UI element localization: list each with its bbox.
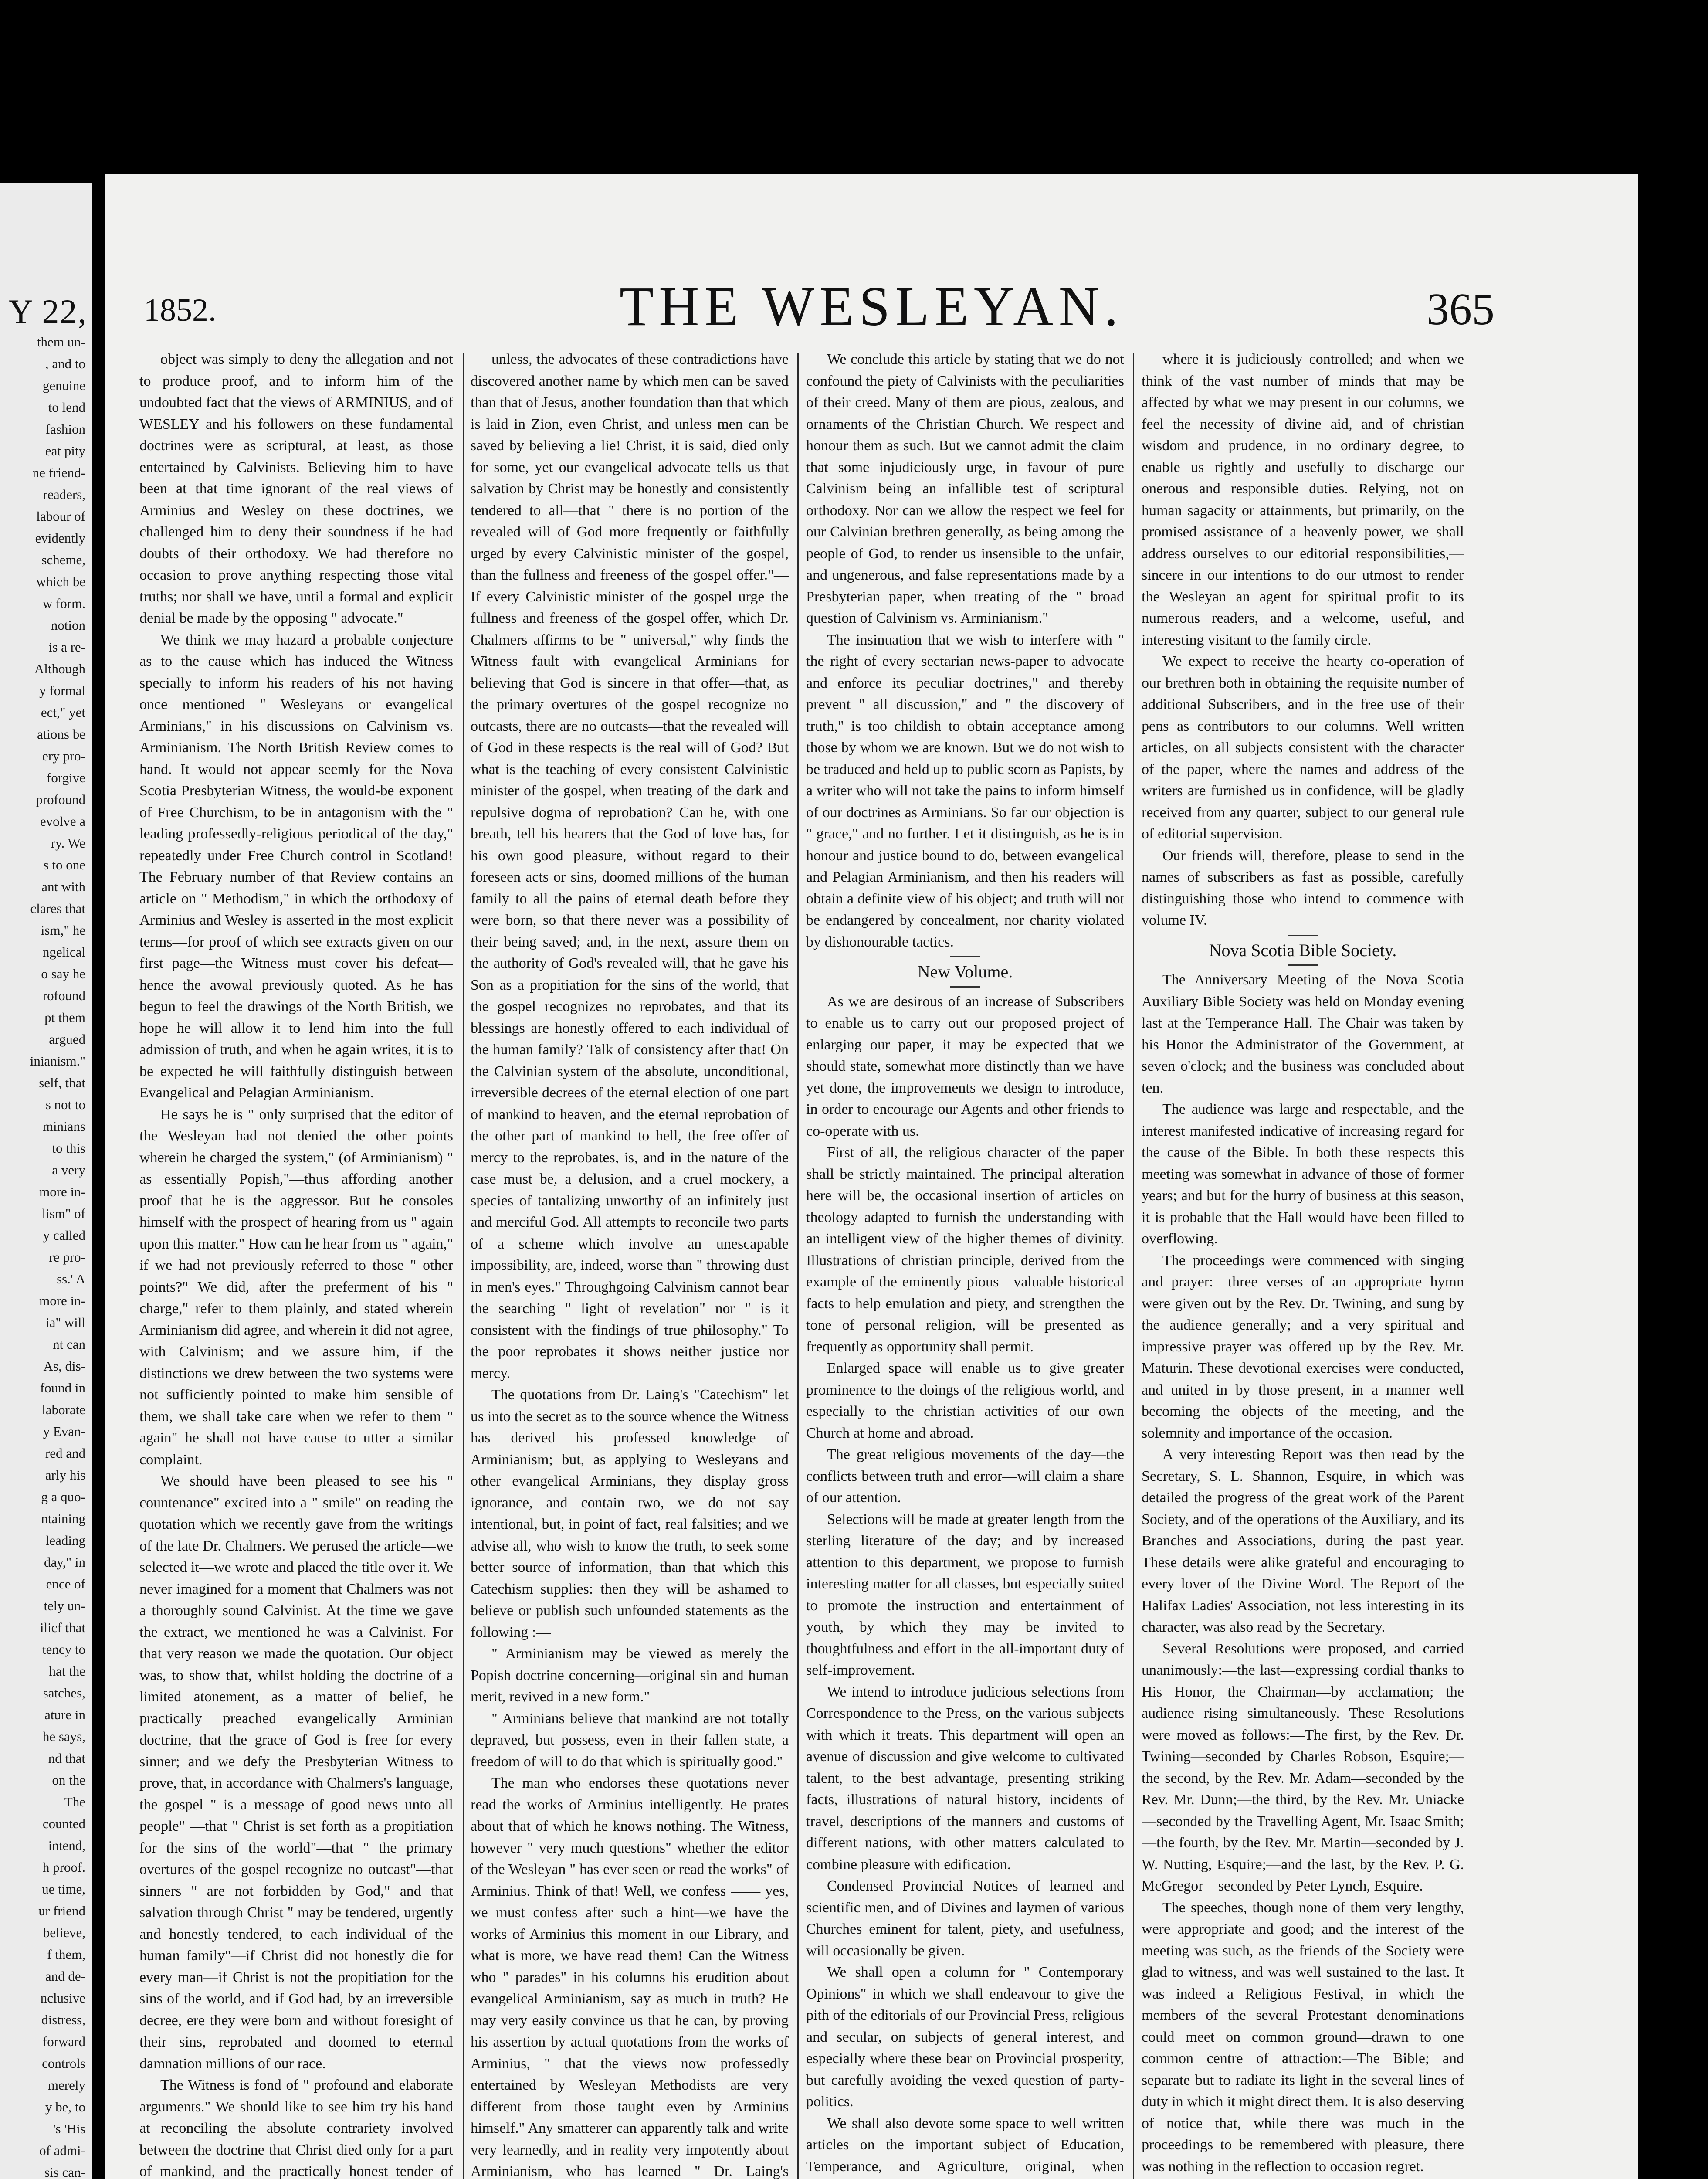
adjacent-page-text-fragment: ia" will — [45, 1315, 85, 1330]
adjacent-page-text-fragment: ue time, — [42, 1881, 85, 1897]
page-header — [105, 275, 1638, 336]
column-4 — [1142, 349, 1464, 2179]
adjacent-page-text-fragment: them un- — [37, 334, 85, 350]
adjacent-page-text-fragment: a very — [52, 1162, 85, 1178]
article-paragraph: The great religious movements of the day—the conflicts between truth and error—will claim a share of our attention. — [806, 1446, 1124, 1506]
article-paragraph: The quotations from Dr. Laing's "Catechism" let us into the secret as to the source whence the Witness has derived his professed knowledge of Arminianism; but, as applying to Wesleyans and other evangelical Arminians, they display gross ignorance, and contain two, we do not say intentional, but, in point of fact, real falsities; and we advise all, who wish to know the truth, to seek some better source of information, than that which this Catechism supplies: then they will be ashamed to believe or publish such unfounded statements as the following :— — [471, 1387, 789, 1640]
adjacent-page-text-fragment: s not to — [45, 1097, 85, 1112]
adjacent-page-text-fragment: of admi- — [39, 2143, 85, 2158]
adjacent-page-text-fragment: forgive — [47, 770, 85, 785]
adjacent-page-text-fragment: ntaining — [41, 1511, 85, 1526]
article-paragraph: The speeches, though none of them very lengthy, were appropriate and good; and the interest of the meeting was such, as the friends of the Society were glad to witness, and was well sustained to the last. It was indeed a Religious Festival, in which the members of the several Protestant denominations could meet on common ground—drawn to one common centre of attraction:—The Bible; and separate but to radiate its light in the several lines of duty in which it might direct them. It is also deserving of notice that, while there was much in the proceedings to be remembered with pleasure, there was nothing in the reflection to occasion regret. — [1142, 1899, 1464, 2175]
adjacent-page-text-fragment: genuine — [42, 378, 85, 393]
column-2 — [471, 349, 789, 2179]
article-paragraph: The Anniversary Meeting of the Nova Scotia Auxiliary Bible Society was held on Monday evening last at the Temperance Hall. The Chair was taken by his Honor the Administrator of the Government, at seven o'clock; and the business was concluded about ten. — [1142, 972, 1464, 1096]
column-rule — [463, 353, 464, 2179]
adjacent-page-text-fragment: laborate — [42, 1402, 85, 1417]
adjacent-page-text-fragment: g a quo- — [41, 1489, 85, 1504]
article-paragraph: The proceedings were commenced with singing and prayer:—three verses of an appropriate hymn were given out by the Rev. Dr. Twining, and sung by the audience generally; and a very spiritual and impressive prayer was offered up by the Rev. Mr. Maturin. These devotional exercises were conducted, and united in by those present, in a manner well becoming the objects of the meeting, and the solemnity and importance of the occasion. — [1142, 1252, 1464, 1441]
article-paragraph: We shall also devote some space to well written articles on the important subject of Education, Temperance, and Agriculture, original, when — [806, 2115, 1124, 2175]
column-3 — [806, 349, 1124, 2179]
adjacent-page-text-fragment: leading — [45, 1533, 85, 1548]
masthead-title: THE WESLEYAN. — [619, 275, 1124, 337]
article-paragraph: As we are desirous of an increase of Subscribers to enable us to carry out our proposed project of enlarging our paper, it may be expected that we should state, somewhat more distinctly than we have yet done, the improvements we design to introduce, in order to encourage our Agents and other friends to co-operate with us. — [806, 993, 1124, 1139]
article-paragraph: unless, the advocates of these contradictions have discovered another name by which men can be saved than that of Jesus, another foundation than that which is laid in Zion, even Christ, and unless men can be saved by believing a lie! Christ, it is said, died only for some, yet our evangelical advocate tells us that salvation by Christ may be honestly and consistently tendered to all—that " there is no portion of the revealed will of God more frequently or faithfully urged by every Calvinistic minister of the gospel, than the fullness and freeness of the gospel offer."— If every Calvinistic minister of the gospel urge the fullness and freeness of the gospel offer, which Dr. Chalmers affirms to be " universal," why finds the Witness fault with evangelical Arminians for believing that God is sincere in that offer—that, as the primary overtures of the gospel recognize no outcasts, there are no outcasts—that the revealed will of God in these respects is the real will of God? But what is the teaching of every consistent Calvinistic minister of the gospel, when treating of the dark and repulsive dogma of reprobation? Can he, with one breath, tell his hearers that the God of love has, for his own good pleasure, without regard to their foreseen acts or sins, doomed millions of the human family to all the pains of eternal death before they were born, so that there never was a possibility of their being saved; and, in the next, assure them on the authority of God's revealed will, that he gave his Son as a propitiation for the sins of the world, that the gospel recognizes no reprobates, and that its blessings are honestly offered to each individual of the human family? Talk of consistency after that! On the Calvinian system of the absolute, unconditional, irreversible decrees of the eternal election of one part of mankind to heaven, and the eternal reprobation of the other part of mankind to hell, the free offer of mercy to the reprobates, is, and in the nature of the case must be, a delusion, and a cruel mockery, a species of tantalizing unworthy of an infinitely just and merciful God. All attempts to reconcile two parts of a scheme which involve an unescapable impossibility, are, indeed, worse than " throwing dust in men's eyes." Throughgoing Calvinism cannot bear the searching " light of revelation" nor " is it consistent with the findings of true philosophy." To the poor reprobates it shows neither justice nor mercy. — [471, 351, 789, 1381]
adjacent-page-text-fragment: minians — [42, 1119, 85, 1134]
article-paragraph: The Witness is fond of " profound and elaborate arguments." We should like to see him try his hand at reconciling the absolute contrariety involved between the doctrine that Christ died only for a part of mankind, and the practically honest tender of — [139, 2077, 453, 2179]
adjacent-page-text-fragment: f them, — [47, 1947, 85, 1962]
adjacent-page-text-fragment: labour of — [36, 509, 85, 524]
article-paragraph: object was simply to deny the allegation and not to produce proof, and to inform him of the undoubted fact that the views of ARMINIUS, and of WESLEY and his followers on these fundamental doctrines were as scriptural, at least, as those entertained by Calvinists. Believing him to have been at that time ignorant of the real views of Arminius and Wesley on these doctrines, we challenged him to deny their soundness if he had doubts of their orthodoxy. We had therefore no occasion to prove anything respecting those vital truths; nor shall we have, until a formal and explicit denial be made by the opposing " advocate." — [139, 351, 453, 626]
adjacent-page-text-fragment: ss.' A — [57, 1271, 85, 1286]
article-paragraph: A very interesting Report was then read by the Secretary, S. L. Shannon, Esquire, in which was detailed the progress of the great work of the Parent Society, and of the operations of the Auxiliary, and its Branches and Associations, during the past year. These details were alike grateful and encouraging to every lover of the Divine Word. The Report of the Halifax Ladies' Association, not less interesting in its character, was also read by the Secretary. — [1142, 1446, 1464, 1635]
article-paragraph: We shall open a column for " Contemporary Opinions" in which we shall endeavour to give the pith of the editorials of our Provincial Press, religious and secular, on subjects of general interest, and especially where these bear on Provincial prosperity, but carefully avoiding the vexed question of party-politics. — [806, 1964, 1124, 2110]
article-paragraph — [1142, 2177, 1464, 2179]
adjacent-page-text-fragment: merely — [47, 2077, 85, 2093]
adjacent-page-text-fragment: forward — [42, 2034, 85, 2049]
adjacent-page-text-fragment: 's 'His — [53, 2121, 85, 2136]
adjacent-page-text-fragment: nclusive — [40, 1990, 85, 2006]
adjacent-page-text-fragment: lism" of — [42, 1206, 85, 1221]
article-paragraph: The audience was large and respectable, and the interest manifested indicative of increasing regard for the cause of the Bible. In both these respects this meeting was somewhat in advance of those of former years; and but for the hurry of business at this season, it is probable that the Hall would have been filled to overflowing. — [1142, 1101, 1464, 1247]
adjacent-page-text-fragment: ant with — [41, 879, 85, 894]
adjacent-page-text-fragment: ism," he — [41, 923, 85, 938]
section-heading: Nova Scotia Bible Society. — [1142, 935, 1464, 966]
article-paragraph: Several Resolutions were proposed, and carried unanimously:—the last—expressing cordial thanks to His Honor, the Chairman—by acclamation; the audience rising simultaneously. These Resolutions were moved as follows:—The first, by the Rev. Dr. Twining—seconded by Charles Robson, Esquire;—the second, by the Rev. Mr. Adam—seconded by the Rev. Mr. Dunn;—the third, by the Rev. Mr. Uniacke—seconded by the Travelling Agent, Mr. Isaac Smith;—the fourth, by the Rev. Mr. Martin—seconded by J. W. Nutting, Esquire;—and the last, by the Rev. P. G. McGregor—seconded by Peter Lynch, Esquire. — [1142, 1640, 1464, 1894]
adjacent-page-text-fragment: nd that — [48, 1751, 85, 1766]
adjacent-page-text-fragment: readers, — [43, 487, 85, 502]
article-paragraph: Condensed Provincial Notices of learned and scientific men, and of Divines and laymen of various Churches eminent for talent, piety, and usefulness, will occasionally be given. — [806, 1878, 1124, 1959]
header-year: 1852. — [144, 292, 217, 328]
article-paragraph: We think we may hazard a probable conjecture as to the cause which has induced the Witness specially to inform his readers of his not having once mentioned " Wesleyans or evangelical Arminians," in his discussions on Calvinism vs. Arminianism. The North British Review comes to hand. It would not appear seemly for the Nova Scotia Presbyterian Witness, the would-be exponent of Free Churchism, to be in antagonism with the " leading professedly-religious periodical of the day," repeatedly under Free Church control in Scotland! The February number of that Review contains an article on " Methodism," in which the orthodoxy of Arminius and Wesley is asserted in the most explicit terms—for proof of which see extracts given on our first page—the Witness must cover his defeat—hence the avowal previously quoted. As he has begun to feel the drawings of the North British, we hope he will allow it to lend him into the full admission of truth, and when he again writes, it is to be expected he will faithfully distinguish between Evangelical and Pelagian Arminianism. — [139, 631, 453, 1101]
article-paragraph: where it is judiciously controlled; and when we think of the vast number of minds that may be affected by what we may present in our columns, we feel the necessity of divine aid, and of christian wisdom and prudence, in no ordinary degree, to enable us rightly and usefully to discharge our onerous and responsible duties. Relying, not on human sagacity or attainments, but primarily, on the promised assistance of a heavenly power, we shall address ourselves to our editorial responsibilities,—sincere in our intentions to do our utmost to render the Wesleyan an agent for spiritual profit to its numerous readers, and a welcome, useful, and interesting visitant to the family circle. — [1142, 351, 1464, 648]
article-paragraph: We conclude this article by stating that we do not confound the piety of Calvinists with the peculiarities of their creed. Many of them are pious, zealous, and ornaments of the Christian Church. We respect and honour them as such. But we cannot admit the claim that some injudiciously urge, in favour of pure Calvinism being an infallible test of scriptural orthodoxy. Nor can we allow the respect we feel for our Calvinian brethren generally, as being among the people of God, to render us insensible to the unfair, and ungenerous, and false representations made by a Presbyterian paper, when treating of the " broad question of Calvinism vs. Arminianism." — [806, 351, 1124, 626]
adjacent-page-text-fragment: satches, — [43, 1685, 85, 1700]
adjacent-page-text-fragment: ery pro- — [42, 748, 85, 764]
adjacent-page-text-fragment: he says, — [42, 1729, 85, 1744]
article-paragraph: He says he is " only surprised that the editor of the Wesleyan had not denied the other points wherein he charged the system," (of Arminianism) " as essentially Popish,"—thus affording another proof that he is the aggressor. But he consoles himself with the prospect of hearing from us " again upon this matter." How can he hear from us " again," if we had not previously referred to those " other points?" We did, after the preferment of his " charge," refer to them plainly, and stated wherein Arminianism did agree, and wherein it did not agree, with Calvinism; and we assure him, if the distinctions we drew between the two systems were not sufficiently pointed to make him sensible of them, we shall take care when we refer to them " again" he shall not have cause to utter a similar complaint. — [139, 1106, 453, 1468]
adjacent-page-text-fragment: to lend — [48, 400, 85, 415]
adjacent-page-text-fragment: w form. — [42, 596, 85, 611]
article-paragraph: Enlarged space will enable us to give greater prominence to the doings of the religious world, and especially to the christian activities of our own Church at home and abroad. — [806, 1360, 1124, 1441]
adjacent-page-text-fragment: found in — [40, 1380, 85, 1395]
page-number: 365 — [1427, 284, 1494, 334]
adjacent-page-text-fragment: on the — [52, 1772, 85, 1788]
adjacent-page-text-fragment: pt them — [44, 1010, 85, 1025]
article-paragraph: The insinuation that we wish to interfere with " the right of every sectarian news-paper to advocate and enforce its peculiar doctrines," and thereby prevent " all discussion," and " the discovery of truth," is too childish to obtain acceptance among those by whom we are known. But we do not wish to be traduced and held up to public scorn as Papists, by a writer who will not take the pains to inform himself of our doctrines as Arminians. So far our objection is " grace," and no further. Let it distinguish, as he is in honour and justice bound to do, between evangelical and Pelagian Arminianism, and then his readers will obtain a definite view of his object; and truth will not be endangered by concealment, nor charity violated by dishonourable tactics. — [806, 631, 1124, 950]
adjacent-page-text-fragment: ngelical — [42, 944, 85, 960]
adjacent-page-text-fragment: rofound — [42, 988, 85, 1003]
page-gutter — [92, 0, 105, 2179]
adjacent-page-text-fragment: which be — [36, 574, 85, 589]
column-rule — [797, 353, 799, 2179]
adjacent-page-text-fragment: evidently — [35, 530, 85, 546]
section-heading: New Volume. — [806, 956, 1124, 988]
adjacent-page-text-fragment: The — [64, 1794, 85, 1809]
adjacent-page-text-fragment: self, that — [39, 1075, 85, 1090]
adjacent-page-text-fragment: ne friend- — [32, 465, 85, 480]
article-paragraph: First of all, the religious character of the paper shall be strictly maintained. The principal alteration here will be, the occasional insertion of articles on theology adapted to furnish the understanding with an intelligent view of the higher themes of divinity. Illustrations of christian principle, derived from the example of the eminently pious—valuable historical facts to help emulation and piety, and strengthen the tone of personal religion, will be presented as frequently as opportunity shall permit. — [806, 1144, 1124, 1355]
adjacent-page-text-fragment: ect," yet — [41, 705, 85, 720]
adjacent-page-text-fragment: ations be — [37, 726, 85, 742]
adjacent-page-text-fragment: o say he — [41, 966, 85, 981]
adjacent-page-text-fragment: more in- — [39, 1293, 85, 1308]
adjacent-page-text-fragment: , and to — [45, 356, 85, 371]
adjacent-page-text-fragment: ilicf that — [40, 1620, 85, 1635]
adjacent-page-text-fragment: notion — [51, 618, 85, 633]
adjacent-page-text-fragment: distress, — [41, 2012, 85, 2027]
adjacent-page-text-fragment: and de- — [45, 1969, 85, 1984]
adjacent-page-text-fragment: y Evan- — [43, 1424, 85, 1439]
adjacent-page-text-fragment: counted — [42, 1816, 85, 1831]
adjacent-page-text-fragment: As, dis- — [43, 1358, 85, 1374]
adjacent-page-text-fragment: arly his — [45, 1467, 85, 1483]
article-paragraph: Our friends will, therefore, please to send in the names of subscribers as fast as possible, carefully distinguishing those who intend to commence with volume IV. — [1142, 847, 1464, 928]
column-1 — [139, 349, 453, 2179]
adjacent-page-text-fragment: tely un- — [44, 1598, 85, 1613]
adjacent-page-text-fragment: evolve a — [40, 814, 85, 829]
article-paragraph: We should have been pleased to see his " countenance" excited into a " smile" on reading the quotation which we recently gave from the writings of the late Dr. Chalmers. We perused the article—we selected it—we wrote and placed the title over it. We never imagined for a moment that Chalmers was not a thoroughly sound Calvinist. At the time we gave the extract, we mentioned he was a Calvinist. For that very reason we made the quotation. Our object was, to show that, whilst holding the doctrine of a limited atonement, as a matter of belief, he practically preached evangelically Arminian doctrine, that the grace of God is free for every sinner; and we defy the Presbyterian Witness to prove, that, in accordance with Chalmers's language, the gospel " is a message of good news unto all people" —that " Christ is set forth as a propitiation for the sins of the world"—that " the primary overtures of the gospel recognize no outcast"—that sinners " are not forbidden by God," and that salvation through Christ " may be tendered, urgently and honestly tendered, to each individual of the human family"—if Christ did not honestly die for every man—if Christ is not the propitiation for the sins of the world, and if God had, by an irreversible decree, ere they were born and without foresight of their sins, reprobated and doomed to eternal damnation millions of our race. — [139, 1473, 453, 2072]
adjacent-page-text-fragment: intend, — [48, 1838, 85, 1853]
article-paragraph: We expect to receive the hearty co-operation of our brethren both in obtaining the requisite number of additional Subscribers, and in the free use of their pens as contributors to our columns. Well written articles, on all subjects consistent with the character of the paper, where the names and address of the writers are furnished us in confidence, will be gladly received from any quarter, subject to our general rule of editorial supervision. — [1142, 653, 1464, 842]
adjacent-page-text-fragment: nt can — [53, 1337, 85, 1352]
adjacent-page-text-fragment: re pro- — [49, 1249, 85, 1265]
adjacent-page-text-fragment: profound — [36, 792, 85, 807]
adjacent-page-text-fragment: ence of — [46, 1576, 85, 1592]
adjacent-page-text-fragment: red and — [45, 1446, 85, 1461]
adjacent-page-text-fragment: h proof. — [42, 1860, 85, 1875]
article-paragraph: Selections will be made at greater length from the sterling literature of the day; and by increased attention to this department, we propose to furnish interesting matter for all classes, but especially suited to promote the instruction and entertainment of youth, by which they may be invited to thoughtfulness and effort in the all-important duty of self-improvement. — [806, 1511, 1124, 1678]
adjacent-page-fragment — [0, 183, 92, 2179]
adjacent-page-text-fragment: y formal — [39, 683, 85, 698]
adjacent-page-text-fragment: tency to — [42, 1642, 85, 1657]
adjacent-page-text-fragment: fashion — [45, 421, 85, 437]
adjacent-page-text-fragment: is a re- — [48, 639, 85, 655]
article-paragraph: " Arminianism may be viewed as merely the Popish doctrine concerning—original sin and human merit, revived in a new form." — [471, 1646, 789, 1705]
adjacent-page-text-fragment: day," in — [44, 1554, 85, 1570]
adjacent-page-text-fragment: scheme, — [41, 552, 85, 567]
adjacent-page-text-fragment: believe, — [43, 1925, 85, 1940]
adjacent-page-text-fragment: argued — [49, 1032, 85, 1047]
adjacent-page-text-fragment: to this — [52, 1140, 85, 1156]
adjacent-page-text-fragment: eat pity — [45, 443, 85, 458]
article-paragraph: " Arminians believe that mankind are not totally depraved, but possess, even in their fallen state, a freedom of will to do that which is spiritually good." — [471, 1710, 789, 1770]
adjacent-page-text-fragment: hat the — [49, 1663, 85, 1679]
adjacent-page-text-fragment: controls — [42, 2056, 85, 2071]
article-paragraph: We intend to introduce judicious selections from Correspondence to the Press, on the various subjects with which it treats. This department will open an avenue of discussion and give welcome to cultivated talent, to the best advantage, presenting striking facts, illustrations of natural history, incidents of travel, descriptions of the manners and customs of different nations, with other matters calculated to combine pleasure with edification. — [806, 1683, 1124, 1873]
adjacent-page-text-fragment: sis can- — [44, 2165, 85, 2179]
column-rule — [1133, 353, 1134, 2179]
article-paragraph: The man who endorses these quotations never read the works of Arminius intelligently. He prates about that of which he knows nothing. The Witness, however " very much questions" whether the editor of the Wesleyan " has ever seen or read the works" of Arminius. Think of that! Well, we confess —— yes, we must confess after such a hint—we have the works of Arminius this moment in our Library, and what is more, we have read them! Can the Witness who " parades" in his columns his erudition about evangelical Arminianism, say as much in truth? He may very easily convince us that he can, by proving his assertion by actual quotations from the works of Arminius, " that the views now professedly entertained by Wesleyan Methodists are very different from those taught even by Arminius himself." Any smatterer can apparently talk and write very learnedly, and in reality very impotently about Arminianism, who has learned " Dr. Laing's — [471, 1775, 789, 2179]
adjacent-page-header: Y 22, — [8, 292, 87, 330]
adjacent-page-text-fragment: inianism." — [30, 1053, 85, 1069]
adjacent-page-text-fragment: ry. We — [51, 835, 85, 851]
adjacent-page-text-fragment: Although — [34, 661, 85, 676]
adjacent-page-text-fragment: more in- — [39, 1184, 85, 1199]
adjacent-page-text-fragment: ature in — [44, 1707, 85, 1722]
adjacent-page-text-fragment: s to one — [43, 857, 85, 872]
newspaper-page — [105, 174, 1638, 2179]
adjacent-page-text-fragment: y called — [43, 1228, 85, 1243]
adjacent-page-text-fragment: clares that — [30, 901, 85, 916]
adjacent-page-text-fragment: y be, to — [45, 2099, 85, 2115]
adjacent-page-text-fragment: ur friend — [38, 1903, 85, 1918]
